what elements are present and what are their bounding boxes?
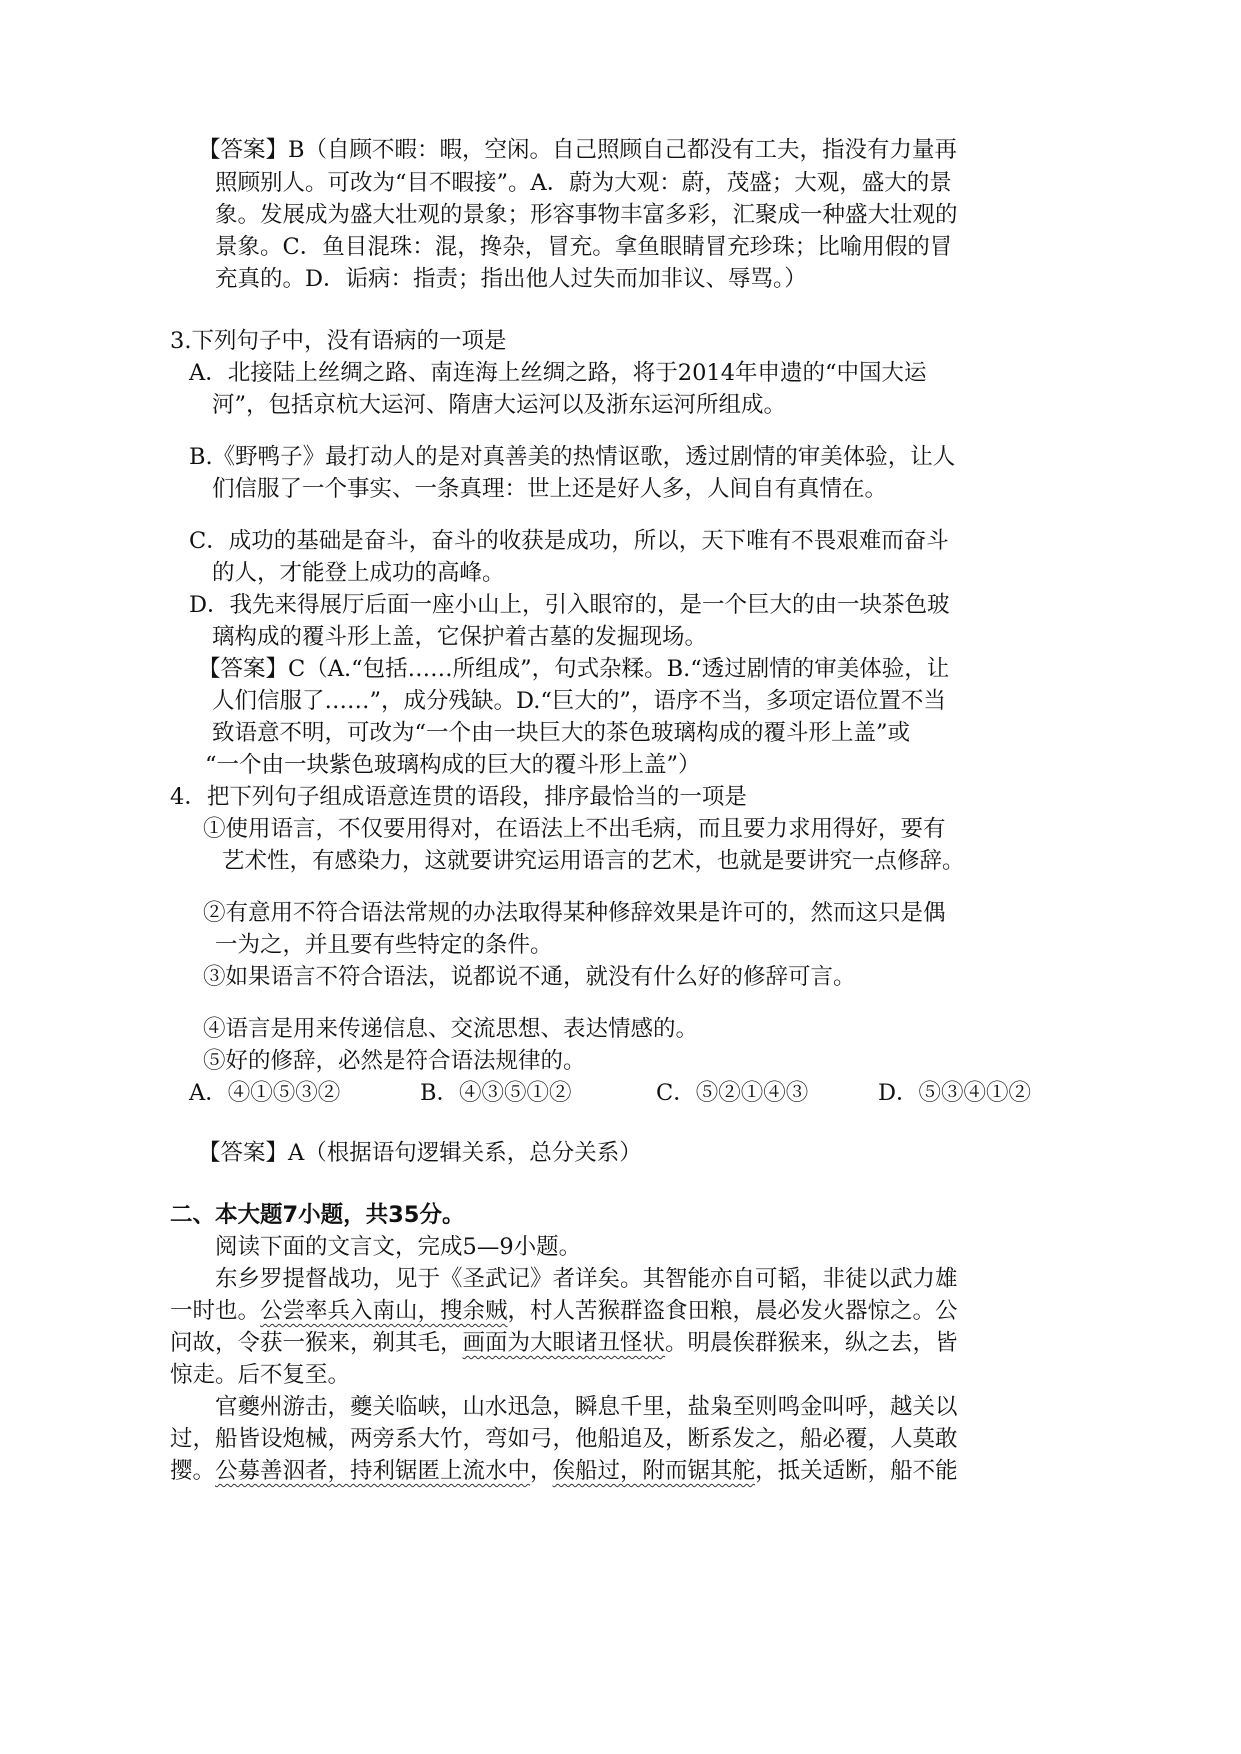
q4-option-c: C．⑤②①④③: [656, 1080, 809, 1106]
q4-option-d: D．⑤③④①②: [878, 1080, 1032, 1106]
q3-option-b-line-1: B.《野鸭子》最打动人的是对真善美的热情讴歌，透过剧情的审美体验，让人: [189, 444, 956, 470]
passage-text: 问故，令获一猴来，剃其毛，: [170, 1330, 463, 1356]
q3-answer-line-1: 【答案】C（A.“包括……所组成”，句式杂糅。B.“透过剧情的审美体验，让: [198, 656, 950, 682]
passage-p2-line-1: 官夔州游击，夔关临峡，山水迅急，瞬息千里，盐枭至则鸣金叫呼，越关以: [215, 1394, 958, 1420]
q4-sentence-5: ⑤好的修辞，必然是符合语法规律的。: [203, 1048, 586, 1074]
underlined-phrase: 公尝率兵入南山，搜余贼: [260, 1298, 508, 1324]
passage-p2-line-2: 过，船皆设炮械，两旁系大竹，弯如弓，他船追及，断系发之，船必覆，人莫敢: [170, 1426, 958, 1452]
q3-option-c-line-1: C．成功的基础是奋斗，奋斗的收获是成功，所以，天下唯有不畏艰难而奋斗: [189, 528, 949, 554]
q3-option-b-line-2: 们信服了一个事实、一条真理：世上还是好人多，人间自有真情在。: [212, 476, 888, 502]
q3-answer-line-4: “一个由一块紫色玻璃构成的巨大的覆斗形上盖”）: [205, 752, 701, 778]
q2-answer-line-2: 照顾别人。可改为“目不暇接”。A．蔚为大观：蔚，茂盛；大观，盛大的景: [215, 170, 952, 196]
q3-stem: 3.下列句子中，没有语病的一项是: [170, 328, 507, 354]
q4-sentence-2-line-1: ②有意用不符合语法常规的办法取得某种修辞效果是许可的，然而这只是偶: [203, 900, 946, 926]
q4-sentence-1-line-2: 艺术性，有感染力，这就要讲究运用语言的艺术，也就是要讲究一点修辞。: [222, 848, 965, 874]
passage-p1-line-4: 惊走。后不复至。: [170, 1362, 351, 1388]
underlined-phrase: 公募善泅者，持利锯匿上流水中: [215, 1458, 531, 1484]
underlined-phrase: 俟船过，附而锯其舵: [552, 1458, 756, 1484]
q3-answer-line-3: 致语意不明，可改为“一个由一块巨大的茶色玻璃构成的覆斗形上盖”或: [212, 720, 911, 746]
q3-option-c-line-2: 的人，才能登上成功的高峰。: [212, 560, 505, 586]
passage-text: ，抵关适断，船不能: [755, 1458, 958, 1484]
q3-option-d-line-1: D．我先来得展厅后面一座小山上，引入眼帘的，是一个巨大的由一块茶色玻: [189, 592, 950, 618]
q4-sentence-1-line-1: ①使用语言，不仅要用得对，在语法上不出毛病，而且要力求用得好，要有: [203, 816, 946, 842]
q4-answer: 【答案】A（根据语句逻辑关系，总分关系）: [198, 1140, 642, 1166]
passage-text: 。明晨俟群猴来，纵之去，皆: [665, 1330, 958, 1356]
section-2-heading: 二、本大题7小题，共35分。: [170, 1202, 465, 1228]
q4-option-b: B．④③⑤①②: [420, 1080, 572, 1106]
q3-option-d-line-2: 璃构成的覆斗形上盖，它保护着古墓的发掘现场。: [212, 624, 708, 650]
q3-option-a-line-1: A．北接陆上丝绸之路、南连海上丝绸之路，将于2014年申遗的“中国大运: [189, 360, 927, 386]
q3-answer-line-2: 人们信服了……”，成分残缺。D.“巨大的”，语序不当，多项定语位置不当: [212, 688, 946, 714]
underlined-phrase: 画面为大眼诸丑怪状: [462, 1330, 666, 1356]
section-2-intro: 阅读下面的文言文，完成5—9小题。: [215, 1234, 582, 1260]
passage-text: ，: [530, 1458, 553, 1484]
q4-sentence-4: ④语言是用来传递信息、交流思想、表达情感的。: [203, 1016, 699, 1042]
q4-option-a: A．④①⑤③②: [189, 1080, 341, 1106]
q4-stem: 4．把下列句子组成语意连贯的语段，排序最恰当的一项是: [170, 784, 747, 810]
passage-text: 撄。: [170, 1458, 216, 1484]
passage-p1-line-3: [170, 1328, 958, 1358]
q2-answer-line-3: 象。发展成为盛大壮观的景象；形容事物丰富多彩，汇聚成一种盛大壮观的: [215, 202, 958, 228]
q3-option-a-line-2: 河”，包括京杭大运河、隋唐大运河以及浙东运河所组成。: [212, 392, 787, 418]
q2-answer-line-1: 【答案】B（自顾不暇：暇，空闲。自己照顾自己都没有工夫，指没有力量再: [198, 137, 958, 163]
q2-answer-line-5: 充真的。D．诟病：指责；指出他人过失而加非议、辱骂。）: [215, 266, 807, 292]
passage-p1-line-2: [170, 1296, 958, 1326]
q2-answer-line-4: 景象。C．鱼目混珠：混，搀杂，冒充。拿鱼眼睛冒充珍珠；比喻用假的冒: [215, 234, 953, 260]
passage-text: ，村人苦猴群盗食田粮，晨必发火器惊之。公: [507, 1298, 958, 1324]
q4-sentence-2-line-2: 一为之，并且要有些特定的条件。: [215, 932, 553, 958]
q4-sentence-3: ③如果语言不符合语法，说都说不通，就没有什么好的修辞可言。: [203, 964, 856, 990]
passage-text: 一时也。: [170, 1298, 261, 1324]
passage-p1-line-1: 东乡罗提督战功，见于《圣武记》者详矣。其智能亦自可韬，非徒以武力雄: [215, 1266, 958, 1292]
passage-p2-line-3: [170, 1456, 958, 1486]
